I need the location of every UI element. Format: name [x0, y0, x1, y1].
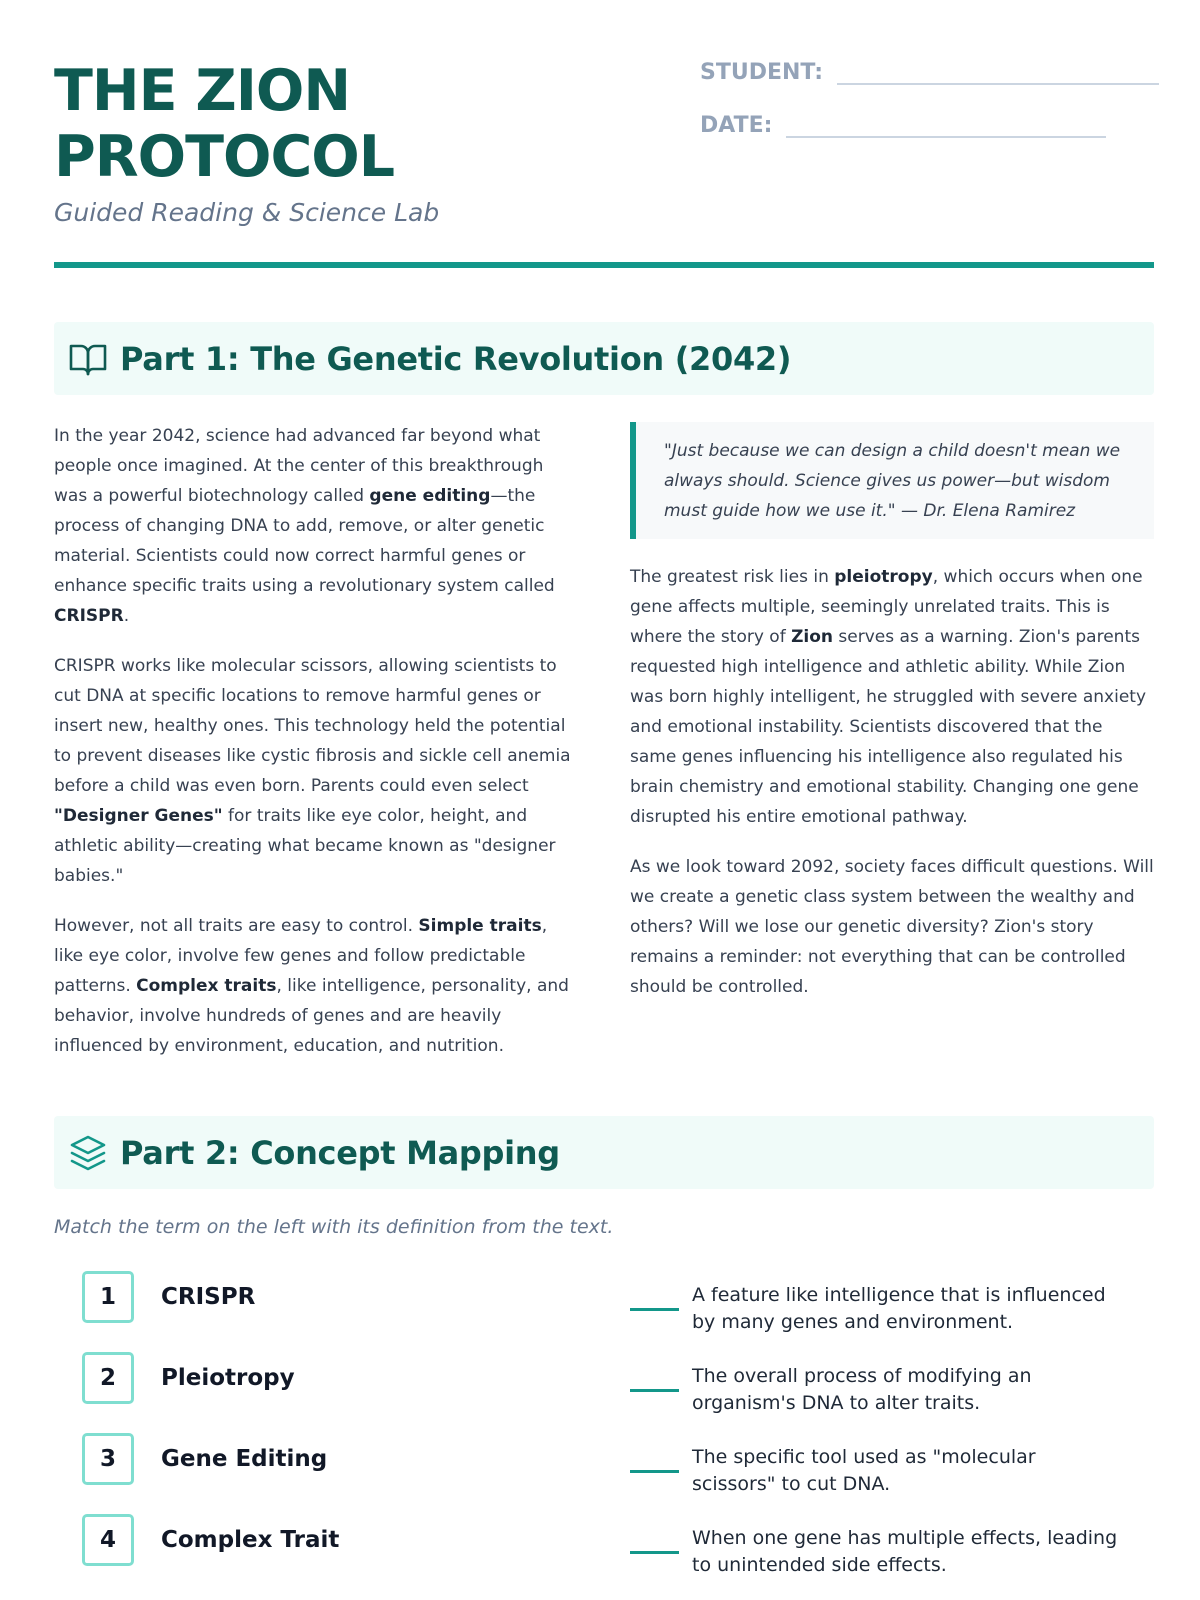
term-item [82, 1514, 339, 1566]
header-divider [54, 262, 1154, 268]
open-book-icon [68, 339, 108, 379]
reading-paragraph: As we look toward 2092, society faces difficult questions. Will we create a genetic class system between the wealthy and others? Will we lose our genetic diversity? Zion's story remains a reminder: not everything that can be controlled should be controlled. [630, 857, 1154, 997]
term-item [82, 1352, 295, 1404]
term-number-box[interactable]: 4 [82, 1514, 134, 1566]
page-title [54, 58, 654, 190]
term-item [82, 1433, 327, 1485]
term-name: CRISPR [161, 1284, 256, 1310]
page-subtitle: Guided Reading & Science Lab [54, 198, 440, 227]
answer-blank-line[interactable] [630, 1308, 679, 1311]
definition-text: The overall process of modifying an organism's DNA to alter traits. [692, 1365, 1032, 1414]
pull-quote: "Just because we can design a child doesn't mean we always should. Science gives us power—but wisdom must guide how we use it." — Dr. Elena Ramirez [630, 422, 1154, 539]
date-write-line[interactable] [786, 118, 1106, 138]
answer-blank-line[interactable] [630, 1551, 679, 1554]
reading-paragraph: However, not all traits are easy to control. Simple traits, like eye color, involve few genes and follow predictable patterns. Complex traits, like intelligence, personality, and behavior, involve hundreds of genes and are heavily influenced by environment, education, and nutrition. [54, 916, 569, 1056]
term-name: Gene Editing [161, 1446, 328, 1472]
matching-instructions: Match the term on the left with its definition from the text. [54, 1216, 614, 1238]
term-name: Complex Trait [161, 1527, 340, 1553]
reading-column-left [54, 421, 574, 1081]
date-field [700, 113, 1106, 138]
term-item [82, 1271, 255, 1323]
definition-item [630, 1525, 1117, 1579]
answer-blank-line[interactable] [630, 1389, 679, 1392]
reading-column-right [630, 562, 1154, 1022]
answer-blank-line[interactable] [630, 1470, 679, 1473]
title-line-1: THE ZION [54, 58, 351, 124]
definition-item [630, 1444, 1036, 1498]
key-term: pleiotropy [834, 567, 933, 587]
student-field [700, 60, 1159, 85]
key-term: Zion [791, 627, 834, 647]
key-term: "Designer Genes" [54, 806, 223, 826]
definition-text: A feature like intelligence that is influenced by many genes and environment. [692, 1284, 1106, 1333]
section-title-part1: Part 1: The Genetic Revolution (2042) [120, 339, 792, 378]
definition-text: When one gene has multiple effects, leading to unintended side effects. [692, 1527, 1118, 1576]
term-number-box[interactable]: 2 [82, 1352, 134, 1404]
term-name: Pleiotropy [161, 1365, 295, 1391]
layers-icon [68, 1133, 108, 1173]
reading-paragraph: CRISPR works like molecular scissors, allowing scientists to cut DNA at specific locations to remove harmful genes or insert new, healthy ones. This technology held the potential to prevent diseases like cystic fibrosis and sickle cell anemia before a child was even born. Parents could even select "Designer Genes" for traits like eye color, height, and athletic ability—creating what became known as "designer babies." [54, 656, 571, 886]
key-term: Complex traits [136, 976, 277, 996]
definition-item [630, 1282, 1106, 1336]
key-term: Simple traits [418, 916, 542, 936]
student-write-line[interactable] [837, 65, 1159, 85]
worksheet-page [54, 0, 1154, 1600]
title-line-2: PROTOCOL [54, 124, 395, 190]
term-number-box[interactable]: 1 [82, 1271, 134, 1323]
section-title-part2: Part 2: Concept Mapping [120, 1133, 560, 1172]
definition-text: The specific tool used as "molecular scissors" to cut DNA. [692, 1446, 1036, 1495]
term-number-box[interactable]: 3 [82, 1433, 134, 1485]
reading-paragraph: The greatest risk lies in pleiotropy, which occurs when one gene affects multiple, seemingly unrelated traits. This is where the story of Zion serves as a warning. Zion's parents requested high intelligence and athletic ability. While Zion was born highly intelligent, he struggled with severe anxiety and emotional instability. Scientists discovered that the same genes influencing his intelligence also regulated his brain chemistry and emotional stability. Changing one gene disrupted his entire emotional pathway. [630, 567, 1147, 827]
reading-paragraph: In the year 2042, science had advanced far beyond what people once imagined. At the center of this breakthrough was a powerful biotechnology called gene editing—the process of changing DNA to add, remove, or alter genetic material. Scientists could now correct harmful genes or enhance specific traits using a revolutionary system called CRISPR. [54, 426, 555, 626]
key-term: CRISPR [54, 606, 124, 626]
date-label: DATE: [700, 113, 773, 138]
section-header-part1 [54, 322, 1154, 395]
section-header-part2 [54, 1116, 1154, 1189]
definition-item [630, 1363, 1032, 1417]
key-term: gene editing [369, 486, 491, 506]
student-label: STUDENT: [700, 60, 824, 85]
